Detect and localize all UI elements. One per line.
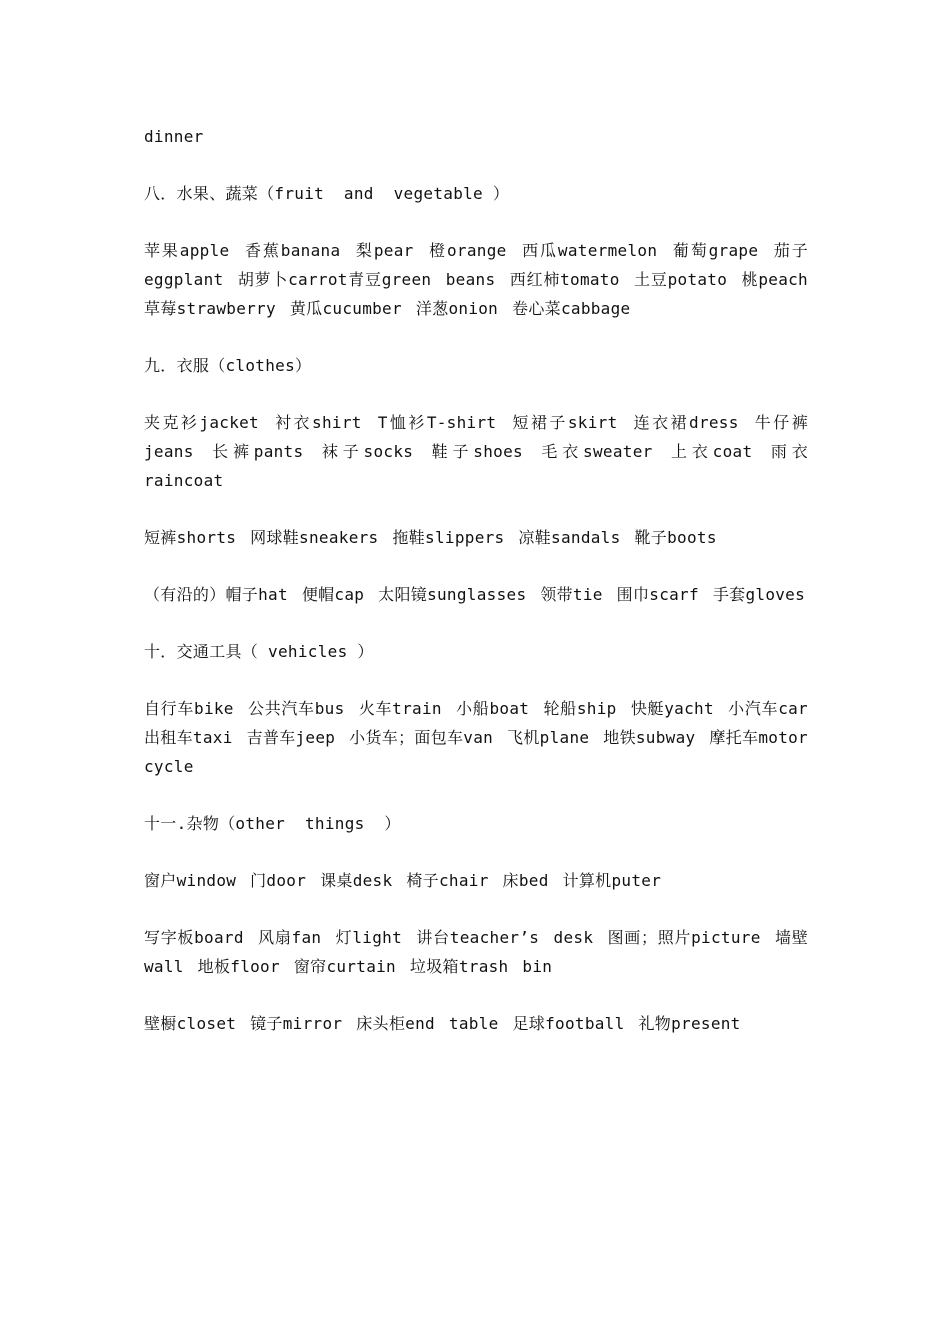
- line-dinner: dinner: [144, 127, 204, 146]
- paragraph-vehicles: 自行车bike 公共汽车bus 火车train 小船boat 轮船ship 快艇yacht 小汽车car 出租车taxi 吉普车jeep 小货车；面包车van 飞机plane 地铁subway 摩托车motor cycle: [144, 699, 808, 776]
- document-page: [144, 122, 808, 1066]
- heading-clothes: 九．衣服（clothes）: [144, 356, 312, 375]
- paragraph-things-2: 写字板board 风扇fan 灯light 讲台teacher’s desk 图画；照片picture 墙壁wall 地板floor 窗帘curtain 垃圾箱trash bin: [144, 928, 808, 976]
- paragraph-clothes-2: 短裤shorts 网球鞋sneakers 拖鞋slippers 凉鞋sandals 靴子boots: [144, 528, 717, 547]
- paragraph-things-3: 壁橱closet 镜子mirror 床头柜end table 足球football 礼物present: [144, 1014, 741, 1033]
- heading-fruit-vegetable: 八．水果、蔬菜（fruit and vegetable ）: [144, 184, 510, 203]
- paragraph-things-1: 窗户window 门door 课桌desk 椅子chair 床bed 计算机puter: [144, 871, 662, 890]
- paragraph-clothes-1: 夹克衫jacket 衬衣shirt T恤衫T-shirt 短裙子skirt 连衣裙dress 牛仔裤jeans 长裤pants 袜子socks 鞋子shoes 毛衣sweater 上衣coat 雨衣raincoat: [144, 413, 808, 490]
- heading-vehicles: 十．交通工具（ vehicles ）: [144, 642, 374, 661]
- paragraph-clothes-3: （有沿的）帽子hat 便帽cap 太阳镜sunglasses 领带tie 围巾scarf 手套gloves: [144, 585, 806, 604]
- paragraph-fruit-vegetable: 苹果apple 香蕉banana 梨pear 橙orange 西瓜watermelon 葡萄grape 茄子eggplant 胡萝卜carrot青豆green beans 西红柿tomato 土豆potato 桃peach 草莓strawberry 黄瓜cucumber 洋葱onion 卷心菜cabbage: [144, 241, 808, 318]
- heading-other-things: 十一.杂物（other things ）: [144, 814, 401, 833]
